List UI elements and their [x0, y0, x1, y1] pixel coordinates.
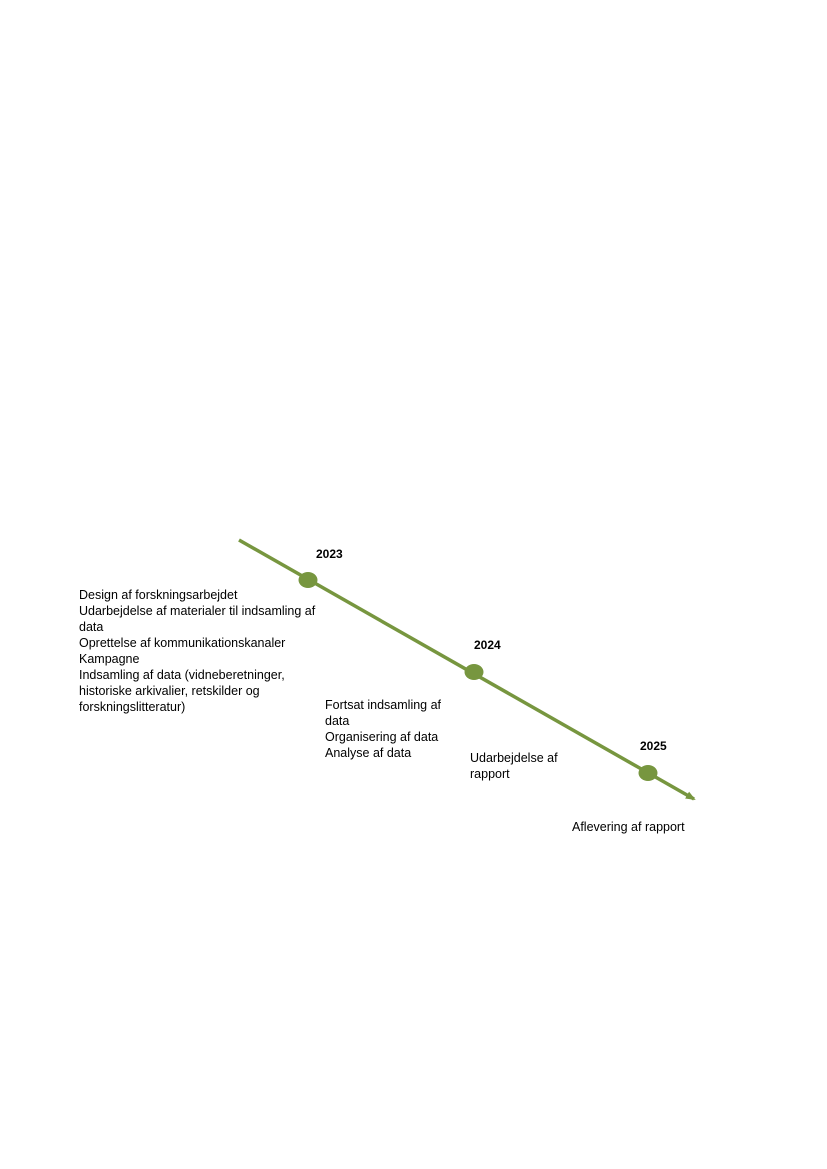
activity-line: Organisering af data [325, 730, 439, 744]
activity-line: Kampagne [79, 652, 140, 666]
activity-line: data [325, 714, 350, 728]
year-label-2023: 2023 [316, 547, 343, 561]
milestone-node-2025 [639, 765, 658, 781]
activity-line: Udarbejdelse af [470, 751, 558, 765]
activity-line: forskningslitteratur) [79, 700, 186, 714]
year-label-2025: 2025 [640, 739, 667, 753]
activity-line: Udarbejdelse af materialer til indsamling af [79, 604, 316, 618]
activity-line: Indsamling af data (vidneberetninger, [79, 668, 285, 682]
activity-line: Fortsat indsamling af [325, 698, 442, 712]
end-label [572, 819, 685, 835]
activity-line: data [79, 620, 104, 634]
activity-line: Design af forskningsarbejdet [79, 588, 238, 602]
activities-2024 [325, 697, 441, 761]
activity-line: rapport [470, 767, 510, 781]
activity-line: Oprettelse af kommunikationskanaler [79, 636, 286, 650]
activity-line: historiske arkivalier, retskilder og [79, 684, 260, 698]
activities-2023 [79, 587, 315, 715]
end-label-text: Aflevering af rapport [572, 820, 685, 834]
milestone-node-2023 [299, 572, 318, 588]
year-label-2024: 2024 [474, 638, 501, 652]
activities-2025 [470, 750, 558, 782]
milestone-node-2024 [465, 664, 484, 680]
activity-line: Analyse af data [325, 746, 412, 760]
